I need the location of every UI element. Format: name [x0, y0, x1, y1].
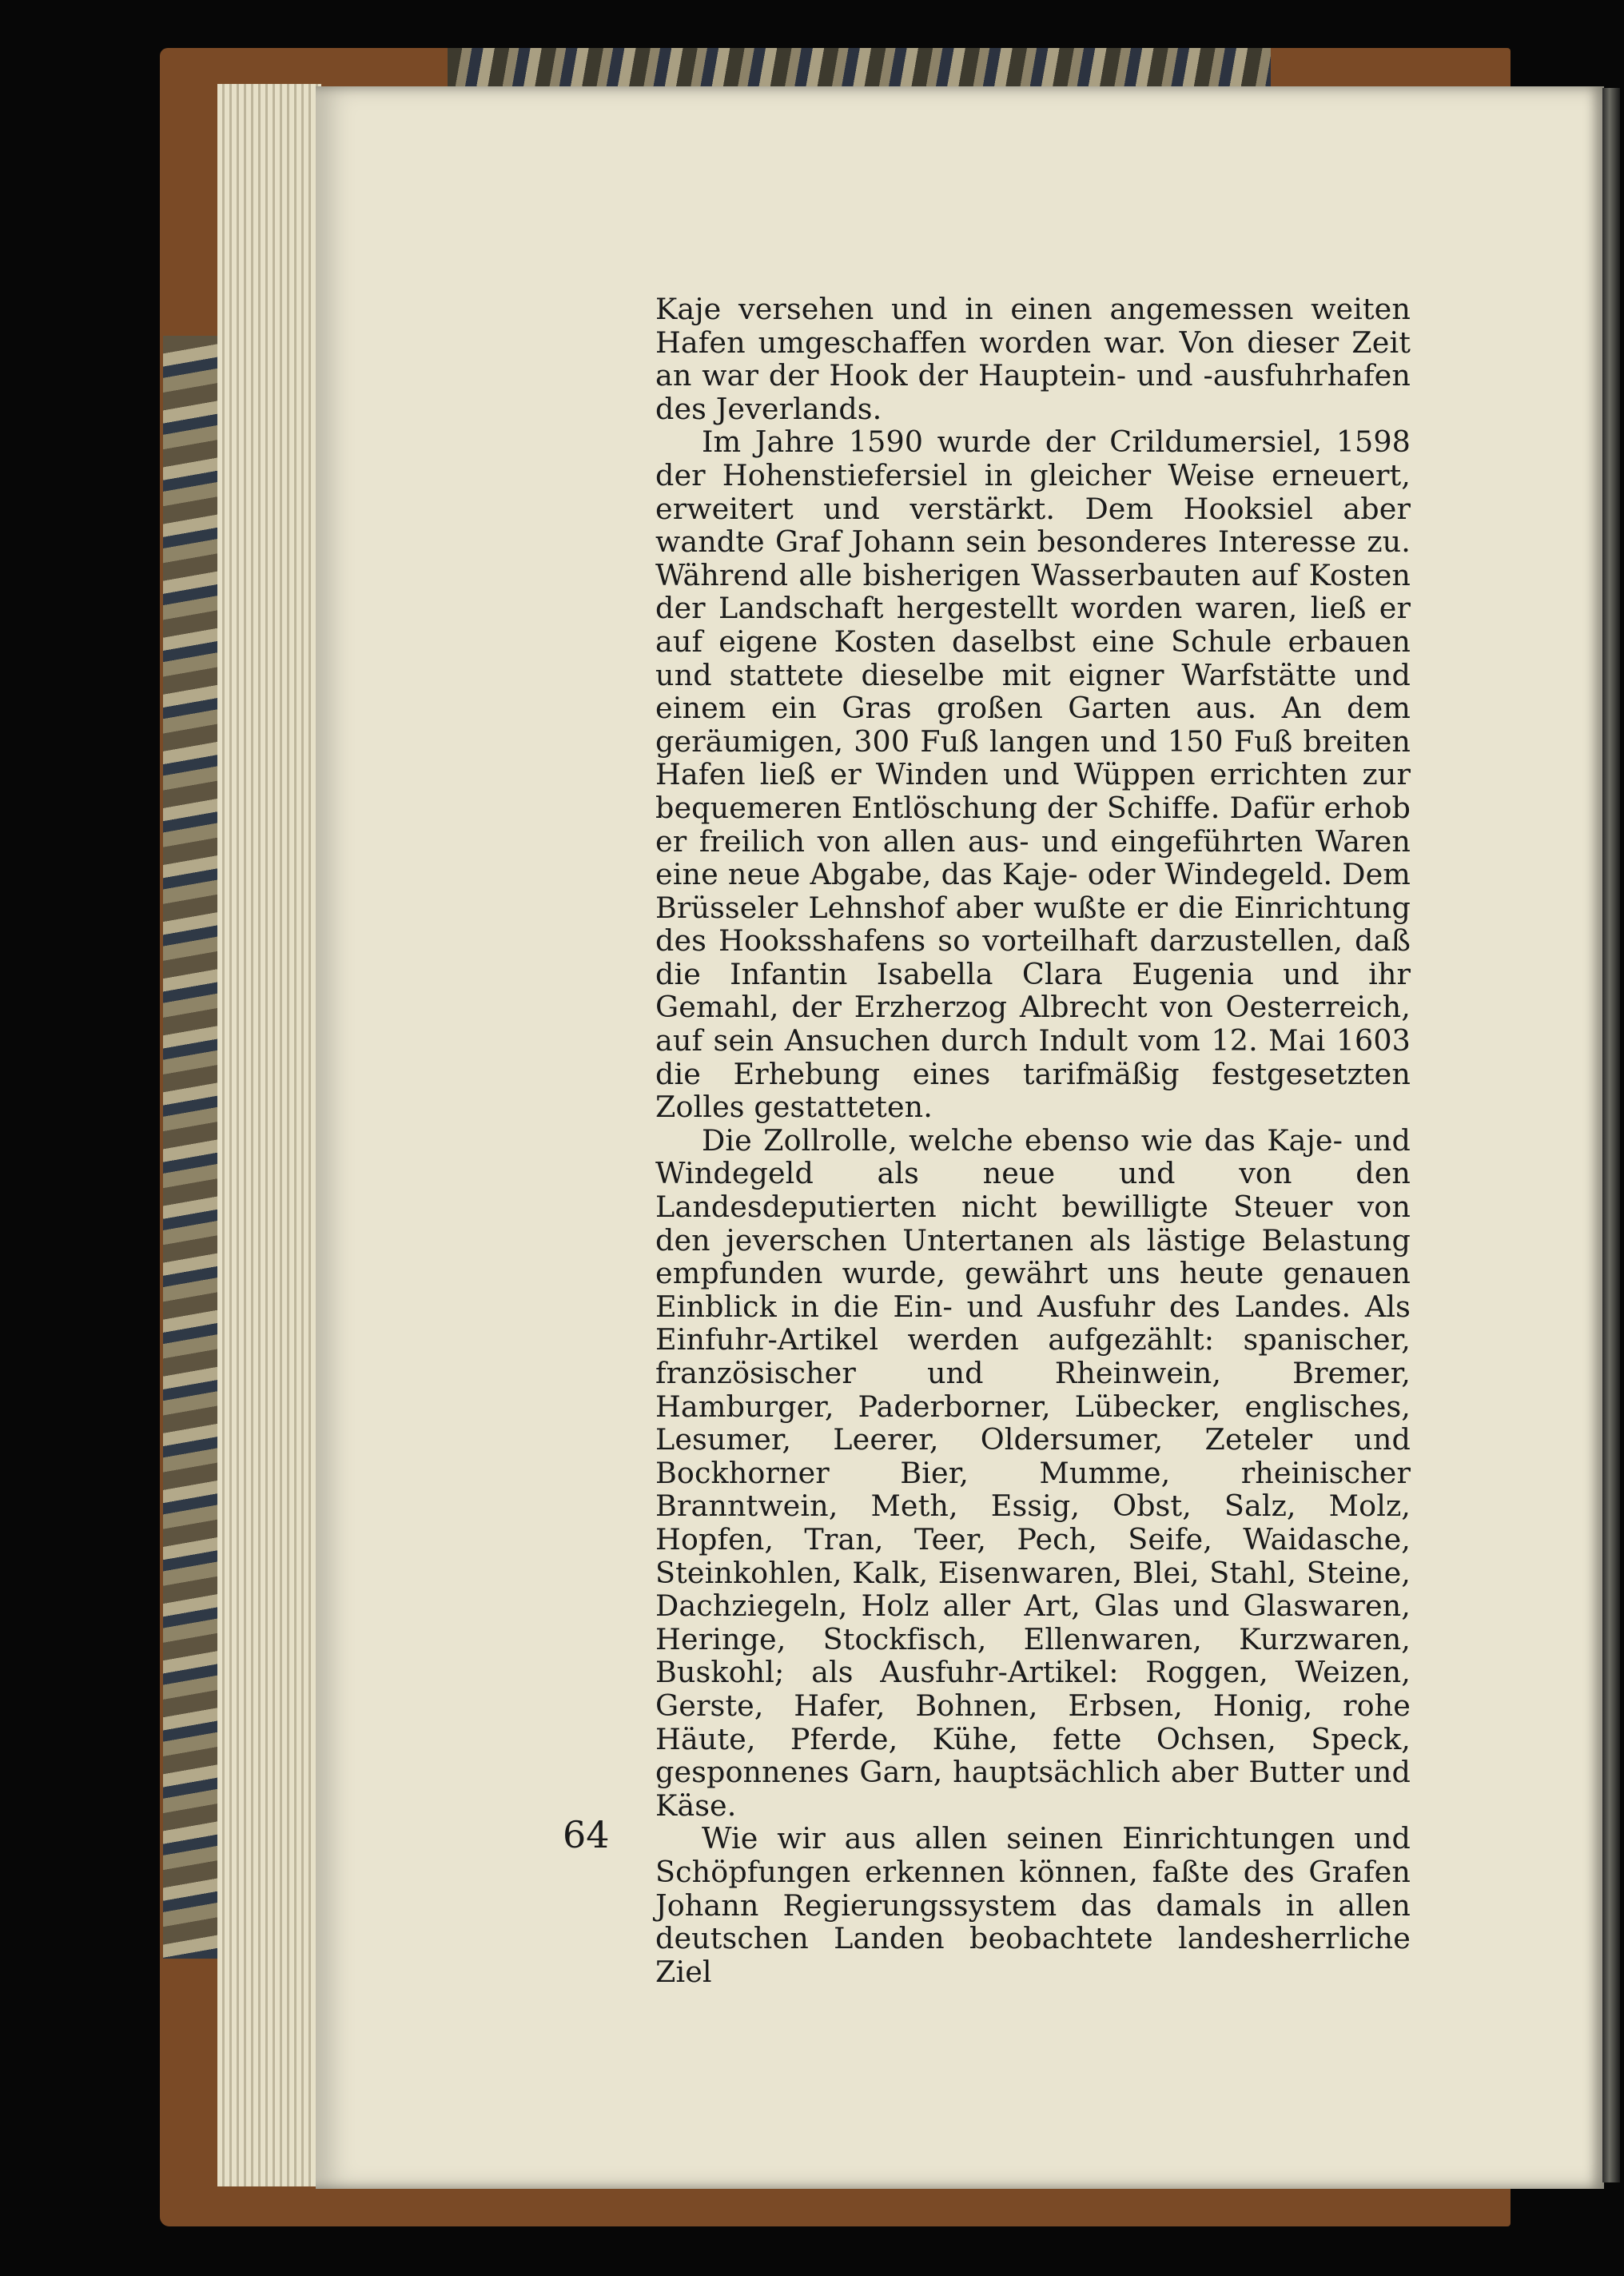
marbled-endpaper-top: [448, 48, 1271, 90]
body-text: [655, 292, 1411, 1989]
paragraph-continuation: Kaje versehen und in einen angemessen weiten Hafen umgeschaffen worden war. Von dieser Zeit an war der Hook der Hauptein- und -ausfuhrhafen des Jeverlands.: [655, 292, 1411, 426]
marbled-endpaper-left: [163, 336, 221, 1959]
binding-gutter: [1602, 88, 1620, 2182]
page-number: 64: [563, 1813, 610, 1856]
stacked-page-edges: [217, 84, 321, 2186]
paragraph-zollrolle: Die Zollrolle, welche ebenso wie das Kaje- und Windegeld als neue und von den Landesdeputierten nicht bewilligte Steuer von den jeverschen Untertanen als lästige Belastung empfunden wurde, gewährt uns heute genauen Einblick in die Ein- und Ausfuhr des Landes. Als Einfuhr-Artikel werden aufgezählt: spanischer, französischer und Rheinwein, Bremer, Hamburger, Paderborner, Lübecker, englisches, Lesumer, Leerer, Oldersumer, Zeteler und Bockhorner Bier, Mumme, rheinischer Branntwein, Meth, Essig, Obst, Salz, Molz, Hopfen, Tran, Teer, Pech, Seife, Waidasche, Steinkohlen, Kalk, Eisenwaren, Blei, Stahl, Steine, Dachziegeln, Holz aller Art, Glas und Glaswaren, Heringe, Stockfisch, Ellenwaren, Kurzwaren, Buskohl; als Ausfuhr-Artikel: Roggen, Weizen, Gerste, Hafer, Bohnen, Erbsen, Honig, rohe Häute, Pferde, Kühe, fette Ochsen, Speck, gesponnenes Garn, hauptsächlich aber Butter und Käse.: [655, 1122, 1411, 1823]
paragraph-hooksiel: Im Jahre 1590 wurde der Crildumersiel, 1598 der Hohenstiefersiel in gleicher Weise erneuert, erweitert und verstärkt. Dem Hooksiel aber wandte Graf Johann sein besonderes Interesse zu. Während alle bisherigen Wasserbauten auf Kosten der Landschaft hergestellt worden waren, ließ er auf eigene Kosten daselbst eine Schule erbauen und stattete dieselbe mit eigner Warfstätte und einem ein Gras großen Garten aus. An dem geräumigen, 300 Fuß langen und 150 Fuß breiten Hafen ließ er Winden und Wüppen errichten zur bequemeren Entlöschung der Schiffe. Dafür erhob er freilich von allen aus- und eingeführten Waren eine neue Abgabe, das Kaje- oder Windegeld. Dem Brüsseler Lehnshof aber wußte er die Einrichtung des Hooksshafens so vorteilhaft darzustellen, daß die Infantin Isabella Clara Eugenia und ihr Gemahl, der Erzherzog Albrecht von Oesterreich, auf sein Ansuchen durch Indult vom 12. Mai 1603 die Erhebung eines tarifmäßig festgesetzten Zolles gestatteten.: [655, 425, 1411, 1125]
paragraph-regierungssystem: Wie wir aus allen seinen Einrichtungen und Schöpfungen erkennen können, faßte des Grafen Johann Regierungssystem das damals in allen deutschen Landen beobachtete landesherrliche Ziel: [655, 1821, 1411, 1989]
